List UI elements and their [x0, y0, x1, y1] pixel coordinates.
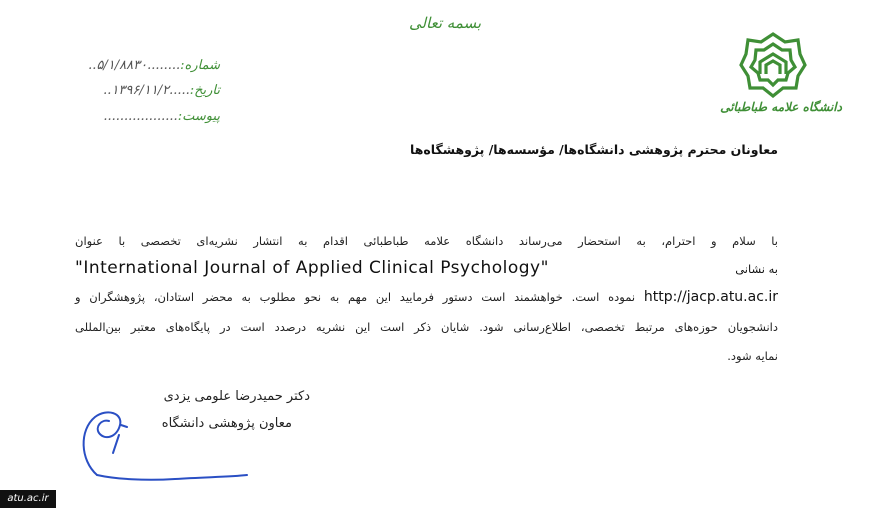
journal-suffix: به نشانی — [735, 262, 778, 276]
body-line-3 — [75, 289, 778, 305]
number-label: شماره: — [180, 58, 220, 73]
handwritten-signature-icon — [75, 405, 250, 485]
attachment-dots: .................. — [103, 109, 178, 124]
bismillah-heading: بسمه تعالی — [408, 14, 482, 32]
body-line-3-text: نموده است. خواهشمند است دستور فرمایید این مهم به نحو مطلوب به محضر استادان، پژوهشگران و — [75, 290, 636, 304]
date-value: ۱۳۹۶/۱۱/۲ — [111, 83, 170, 98]
university-logo-icon — [738, 30, 808, 98]
number-value: ۵/۱/۸۸۳۰ — [96, 58, 148, 73]
date-dots: ..... — [169, 83, 190, 98]
body-line-1: با سلام و احترام، به استحضار می‌رساند دانشگاه علامه طباطبائی اقدام به انتشار نشریه‌ای تخصصی با عنوان — [75, 234, 778, 248]
body-line-4: دانشجویان حوزه‌های مرتبط تخصصی، اطلاع‌رسانی شود. شایان ذکر است این نشریه درصدد است در پایگاه‌های معتبر بین‌المللی — [75, 320, 778, 334]
letter-number: شماره:........۵/۱/۸۸۳۰.. — [88, 58, 220, 73]
signatory-name: دکتر حمیدرضا علومی یزدی — [163, 389, 310, 404]
journal-line — [75, 258, 778, 278]
site-badge: atu.ac.ir — [0, 490, 56, 508]
body-line-5: نمایه شود. — [727, 349, 778, 363]
attachment-label: پیوست: — [177, 109, 220, 124]
journal-url-link[interactable]: http://jacp.atu.ac.ir — [643, 289, 778, 305]
letter-attachment — [55, 109, 220, 124]
journal-title: "International Journal of Applied Clinical Psychology" — [75, 258, 549, 278]
letter-date: تاریخ:.....۱۳۹۶/۱۱/۲.. — [103, 83, 220, 98]
number-dots: ........ — [147, 58, 181, 73]
recipient-line: معاونان محترم پژوهشی دانشگاه‌ها/ مؤسسه‌ها/ پژوهشگاه‌ها — [410, 142, 778, 157]
university-name: دانشگاه علامه طباطبائی — [720, 100, 842, 114]
date-label: تاریخ: — [189, 83, 220, 98]
signatory-title: معاون پژوهشی دانشگاه — [161, 416, 292, 431]
